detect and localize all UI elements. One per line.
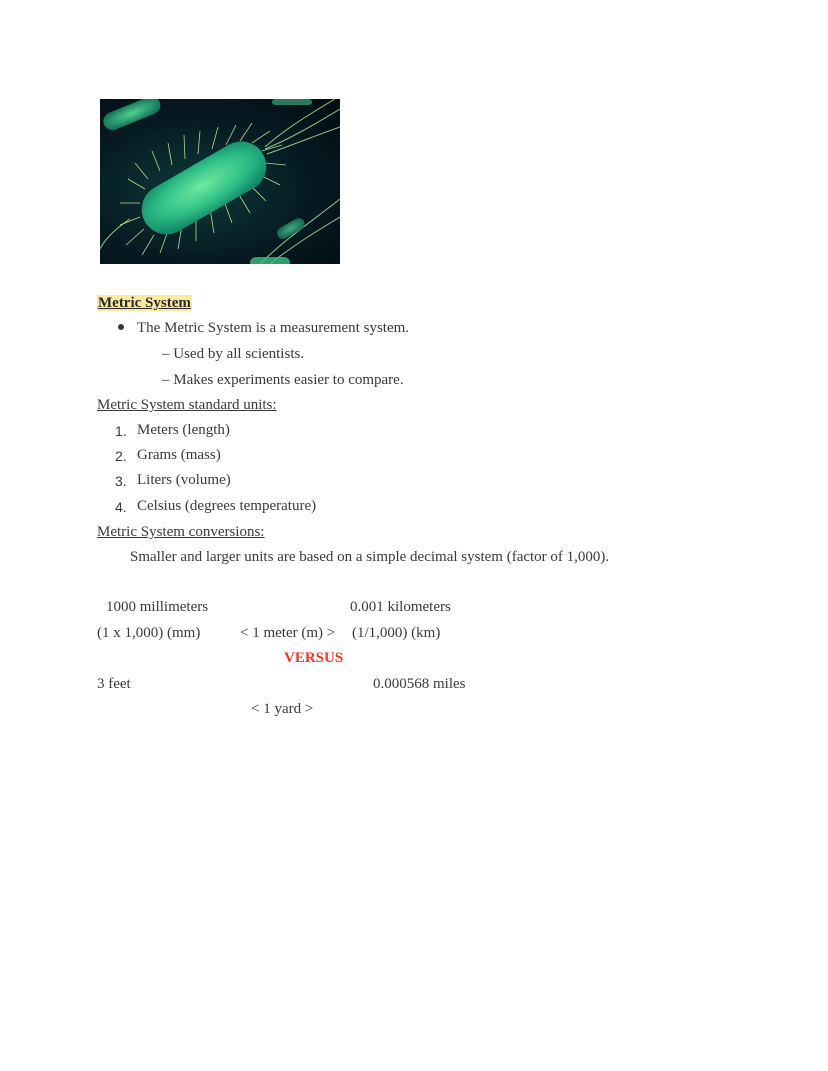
list-number: 1.: [115, 423, 127, 439]
metric-system-heading: Metric System: [98, 295, 191, 311]
meter-center: < 1 meter (m) >: [240, 625, 336, 641]
list-number: 4.: [115, 499, 127, 515]
sub-item-scientists: – Used by all scientists.: [162, 346, 305, 362]
conversions-title: Metric System conversions:: [97, 524, 265, 540]
conversions-description: Smaller and larger units are based on a simple decimal system (factor of 1,000).: [130, 549, 610, 565]
miles-label: 0.000568 miles: [373, 676, 466, 692]
bacteria-image: [100, 99, 340, 264]
yard-center: < 1 yard >: [251, 701, 314, 717]
millimeters-formula: (1 x 1,000) (mm): [97, 625, 201, 641]
kilometers-label: 0.001 kilometers: [350, 599, 451, 615]
standard-units-title: Metric System standard units:: [97, 397, 277, 413]
kilometers-formula: (1/1,000) (km): [352, 625, 441, 641]
list-item-meters: Meters (length): [137, 422, 230, 438]
bullet-text: The Metric System is a measurement system.: [137, 320, 410, 336]
list-number: 3.: [115, 473, 127, 489]
sub-item-experiments: – Makes experiments easier to compare.: [162, 372, 404, 388]
list-item-liters: Liters (volume): [137, 472, 231, 488]
section-heading: [97, 294, 192, 312]
list-item-grams: Grams (mass): [137, 447, 221, 463]
bacteria-illustration-icon: [100, 99, 340, 264]
versus-label: VERSUS: [284, 650, 344, 666]
bullet-icon: [118, 324, 124, 330]
millimeters-label: 1000 millimeters: [106, 599, 209, 615]
list-item-celsius: Celsius (degrees temperature): [137, 498, 317, 514]
list-number: 2.: [115, 448, 127, 464]
feet-label: 3 feet: [97, 676, 131, 692]
